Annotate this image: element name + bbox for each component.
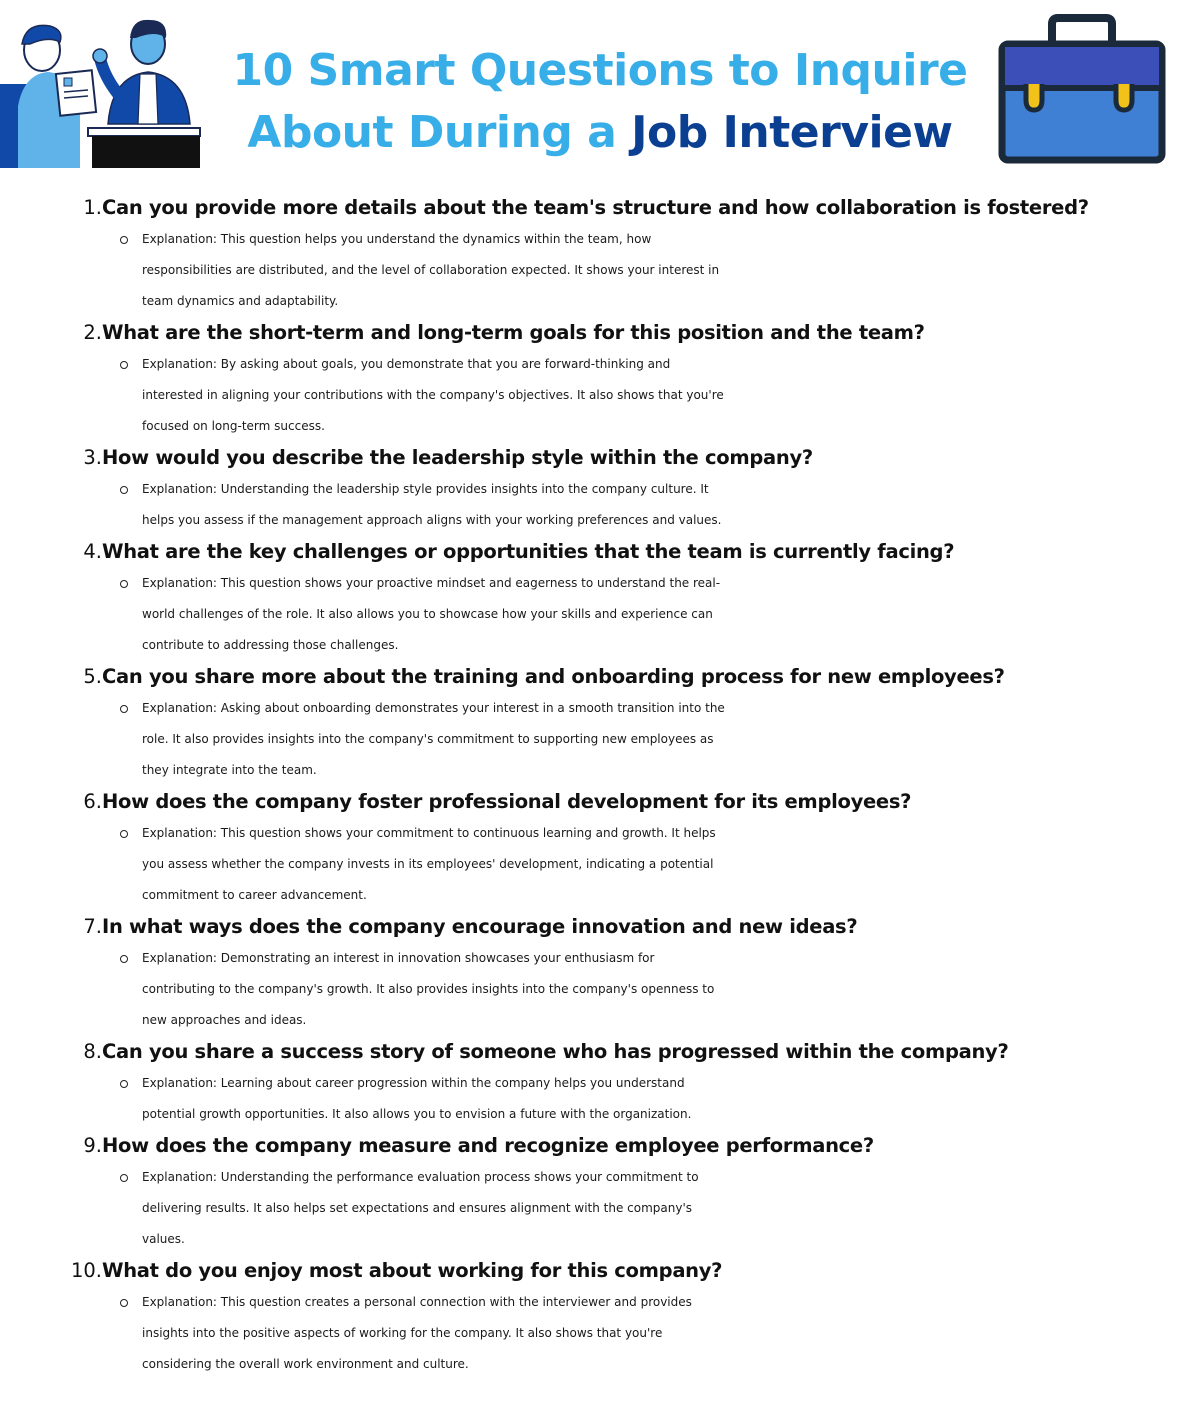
explanation [142, 349, 1147, 442]
question-text: How does the company measure and recognize employee performance? [102, 1134, 874, 1157]
question-number: 9. [83, 1134, 102, 1157]
explanation-line: commitment to career advancement. [142, 888, 367, 902]
question-heading [60, 786, 1150, 818]
question-item [60, 317, 1150, 442]
explanation-line: contribute to addressing those challenges. [142, 638, 399, 652]
bullet-icon [120, 486, 128, 494]
explanation-line: Explanation: This question shows your proactive mindset and eagerness to understand the real- [142, 576, 721, 590]
question-text: How does the company foster professional development for its employees? [102, 790, 912, 813]
explanation-line: Explanation: By asking about goals, you demonstrate that you are forward-thinking and [142, 357, 671, 371]
explanation-line: Explanation: Understanding the performance evaluation process shows your commitment to [142, 1170, 699, 1184]
question-item [60, 786, 1150, 911]
bullet-icon [120, 705, 128, 713]
explanation [142, 818, 1147, 911]
explanation-line: values. [142, 1232, 185, 1246]
question-number: 3. [83, 446, 102, 469]
question-item [60, 442, 1150, 536]
explanation-line: Explanation: Asking about onboarding demonstrates your interest in a smooth transition into the [142, 701, 725, 715]
explanation-line: Explanation: Learning about career progression within the company helps you understand [142, 1076, 685, 1090]
explanation-line: world challenges of the role. It also allows you to showcase how your skills and experience can [142, 607, 713, 621]
question-text: How would you describe the leadership style within the company? [102, 446, 813, 469]
explanation-line: new approaches and ideas. [142, 1013, 307, 1027]
question-text: Can you provide more details about the team's structure and how collaboration is fostered? [102, 196, 1089, 219]
question-text: What are the key challenges or opportunities that the team is currently facing? [102, 540, 955, 563]
title-line-2: About During a [247, 107, 632, 158]
question-item [60, 911, 1150, 1036]
explanation-line: focused on long-term success. [142, 419, 325, 433]
header [0, 0, 1200, 180]
question-heading [60, 536, 1150, 568]
questions-list [60, 192, 1150, 1380]
bullet-icon [120, 1174, 128, 1182]
question-heading [60, 1036, 1150, 1068]
question-heading [60, 442, 1150, 474]
explanation-line: Explanation: Understanding the leadership style provides insights into the company culture. It [142, 482, 709, 496]
explanation-line: contributing to the company's growth. It also provides insights into the company's openness to [142, 982, 715, 996]
explanation-line: insights into the positive aspects of working for the company. It also shows that you're [142, 1326, 663, 1340]
explanation [142, 693, 1147, 786]
question-heading [60, 1255, 1150, 1287]
question-item [60, 536, 1150, 661]
explanation [142, 943, 1147, 1036]
explanation-line: delivering results. It also helps set expectations and ensures alignment with the company's [142, 1201, 693, 1215]
bullet-icon [120, 1080, 128, 1088]
explanation [142, 568, 1147, 661]
explanation-line: role. It also provides insights into the company's commitment to supporting new employees as [142, 732, 714, 746]
explanation-line: Explanation: Demonstrating an interest in innovation showcases your enthusiasm for [142, 951, 655, 965]
question-number: 6. [83, 790, 102, 813]
question-text: Can you share a success story of someone who has progressed within the company? [102, 1040, 1009, 1063]
explanation-line: they integrate into the team. [142, 763, 317, 777]
question-number: 7. [83, 915, 102, 938]
question-number: 10. [70, 1259, 102, 1282]
question-text: What are the short-term and long-term goals for this position and the team? [102, 321, 925, 344]
interview-illustration-icon [0, 14, 205, 168]
explanation-line: potential growth opportunities. It also allows you to envision a future with the organization. [142, 1107, 692, 1121]
question-item [60, 1036, 1150, 1130]
explanation [142, 1162, 1147, 1255]
explanation-line: helps you assess if the management approach aligns with your working preferences and values. [142, 513, 722, 527]
page-title [215, 40, 985, 164]
bullet-icon [120, 955, 128, 963]
bullet-icon [120, 580, 128, 588]
explanation-line: considering the overall work environment and culture. [142, 1357, 469, 1371]
explanation-line: you assess whether the company invests in its employees' development, indicating a potential [142, 857, 714, 871]
bullet-icon [120, 361, 128, 369]
question-text: What do you enjoy most about working for this company? [102, 1259, 723, 1282]
explanation-line: Explanation: This question helps you understand the dynamics within the team, how [142, 232, 652, 246]
question-number: 8. [83, 1040, 102, 1063]
question-item [60, 1130, 1150, 1255]
explanation [142, 474, 1147, 536]
question-number: 2. [83, 321, 102, 344]
question-number: 1. [83, 196, 102, 219]
question-number: 5. [83, 665, 102, 688]
explanation [142, 1287, 1147, 1380]
explanation [142, 224, 1147, 317]
question-heading [60, 1130, 1150, 1162]
bullet-icon [120, 830, 128, 838]
question-heading [60, 911, 1150, 943]
explanation-line: Explanation: This question shows your commitment to continuous learning and growth. It helps [142, 826, 716, 840]
question-number: 4. [83, 540, 102, 563]
question-item [60, 1255, 1150, 1380]
title-highlight: Job Interview [631, 107, 953, 158]
explanation-line: responsibilities are distributed, and the level of collaboration expected. It shows your interest in [142, 263, 720, 277]
bullet-icon [120, 236, 128, 244]
briefcase-icon [996, 14, 1168, 166]
question-heading [60, 192, 1150, 224]
bullet-icon [120, 1299, 128, 1307]
explanation-line: team dynamics and adaptability. [142, 294, 339, 308]
question-text: In what ways does the company encourage innovation and new ideas? [102, 915, 858, 938]
explanation-line: interested in aligning your contributions with the company's objectives. It also shows that you're [142, 388, 724, 402]
explanation [142, 1068, 1147, 1130]
question-heading [60, 661, 1150, 693]
question-item [60, 192, 1150, 317]
title-line-1: 10 Smart Questions to Inquire [232, 45, 968, 96]
question-text: Can you share more about the training and onboarding process for new employees? [102, 665, 1005, 688]
question-heading [60, 317, 1150, 349]
explanation-line: Explanation: This question creates a personal connection with the interviewer and provides [142, 1295, 692, 1309]
question-item [60, 661, 1150, 786]
